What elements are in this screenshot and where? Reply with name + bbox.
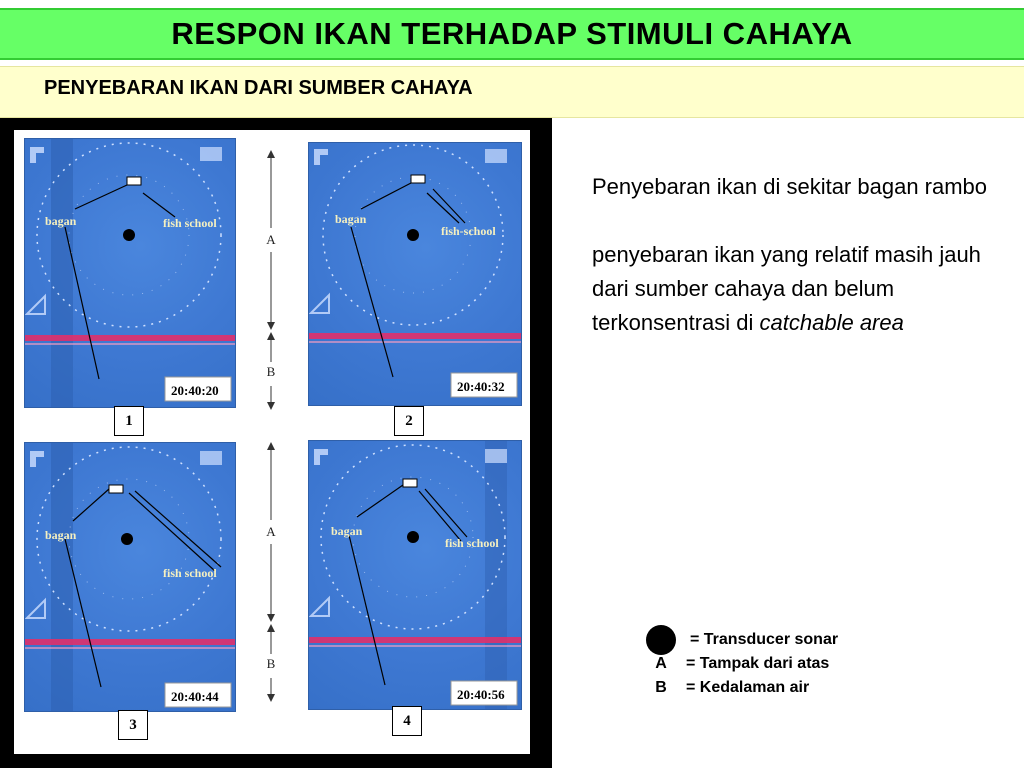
- label-a-top: A: [266, 232, 276, 247]
- sonar-graphic-3: [25, 443, 236, 712]
- timestamp-4: 20:40:56: [457, 687, 505, 702]
- fish-school-label-2: fish-school: [441, 224, 496, 238]
- sonar-panel-1: [24, 138, 236, 408]
- legend: [646, 628, 886, 700]
- legend-key-b: B: [655, 679, 667, 696]
- bagan-label-4: bagan: [331, 524, 363, 538]
- page-subtitle: PENYEBARAN IKAN DARI SUMBER CAHAYA: [44, 77, 473, 99]
- depth-scale-bottom: [264, 442, 278, 702]
- fish-school-label-4: fish school: [445, 536, 499, 550]
- sonar-panel-3: [24, 442, 236, 712]
- timestamp-3: 20:40:44: [171, 689, 219, 704]
- fish-school-label-1: fish school: [163, 216, 217, 230]
- sonar-graphic-1: [25, 139, 236, 408]
- legend-row-a: [646, 652, 886, 676]
- description: [592, 170, 992, 374]
- transducer-dot-icon: [646, 625, 676, 655]
- sonar-figure: [0, 118, 552, 768]
- sonar-graphic-2: [309, 143, 522, 406]
- panel-number-2: 2: [394, 406, 424, 436]
- description-para-1: Penyebaran ikan di sekitar bagan rambo: [592, 174, 988, 199]
- page-title: RESPON IKAN TERHADAP STIMULI CAHAYA: [171, 16, 853, 51]
- bagan-label-1: bagan: [45, 214, 77, 228]
- depth-scale-top: [264, 150, 278, 410]
- legend-key-a: A: [655, 655, 667, 672]
- panel-number-4: 4: [392, 706, 422, 736]
- fish-school-label-3: fish school: [163, 566, 217, 580]
- panel-number-1: 1: [114, 406, 144, 436]
- sonar-panel-2: [308, 142, 522, 406]
- legend-text-b: = Kedalaman air: [686, 679, 810, 696]
- description-para-2-italic: catchable area: [759, 310, 904, 335]
- description-para-2: [592, 238, 992, 340]
- legend-text-transducer: = Transducer sonar: [690, 631, 839, 648]
- sonar-figure-inner: [14, 130, 530, 754]
- subtitle-bar: [0, 66, 1024, 118]
- label-a-bottom: A: [266, 524, 276, 539]
- bagan-label-2: bagan: [335, 212, 367, 226]
- legend-row-transducer: [646, 628, 886, 652]
- bagan-label-3: bagan: [45, 528, 77, 542]
- legend-text-a: = Tampak dari atas: [686, 655, 830, 672]
- panel-number-3: 3: [118, 710, 148, 740]
- label-b-bottom: B: [266, 656, 276, 671]
- label-b-top: B: [266, 364, 276, 379]
- sonar-graphic-4: [309, 441, 522, 710]
- timestamp-2: 20:40:32: [457, 379, 505, 394]
- title-bar: [0, 8, 1024, 60]
- timestamp-1: 20:40:20: [171, 383, 219, 398]
- legend-row-b: [646, 676, 886, 700]
- sonar-panel-4: [308, 440, 522, 710]
- description-para-2-main: penyebaran ikan yang relatif masih jauh dari sumber cahaya dan belum terkonsentrasi di: [592, 242, 981, 335]
